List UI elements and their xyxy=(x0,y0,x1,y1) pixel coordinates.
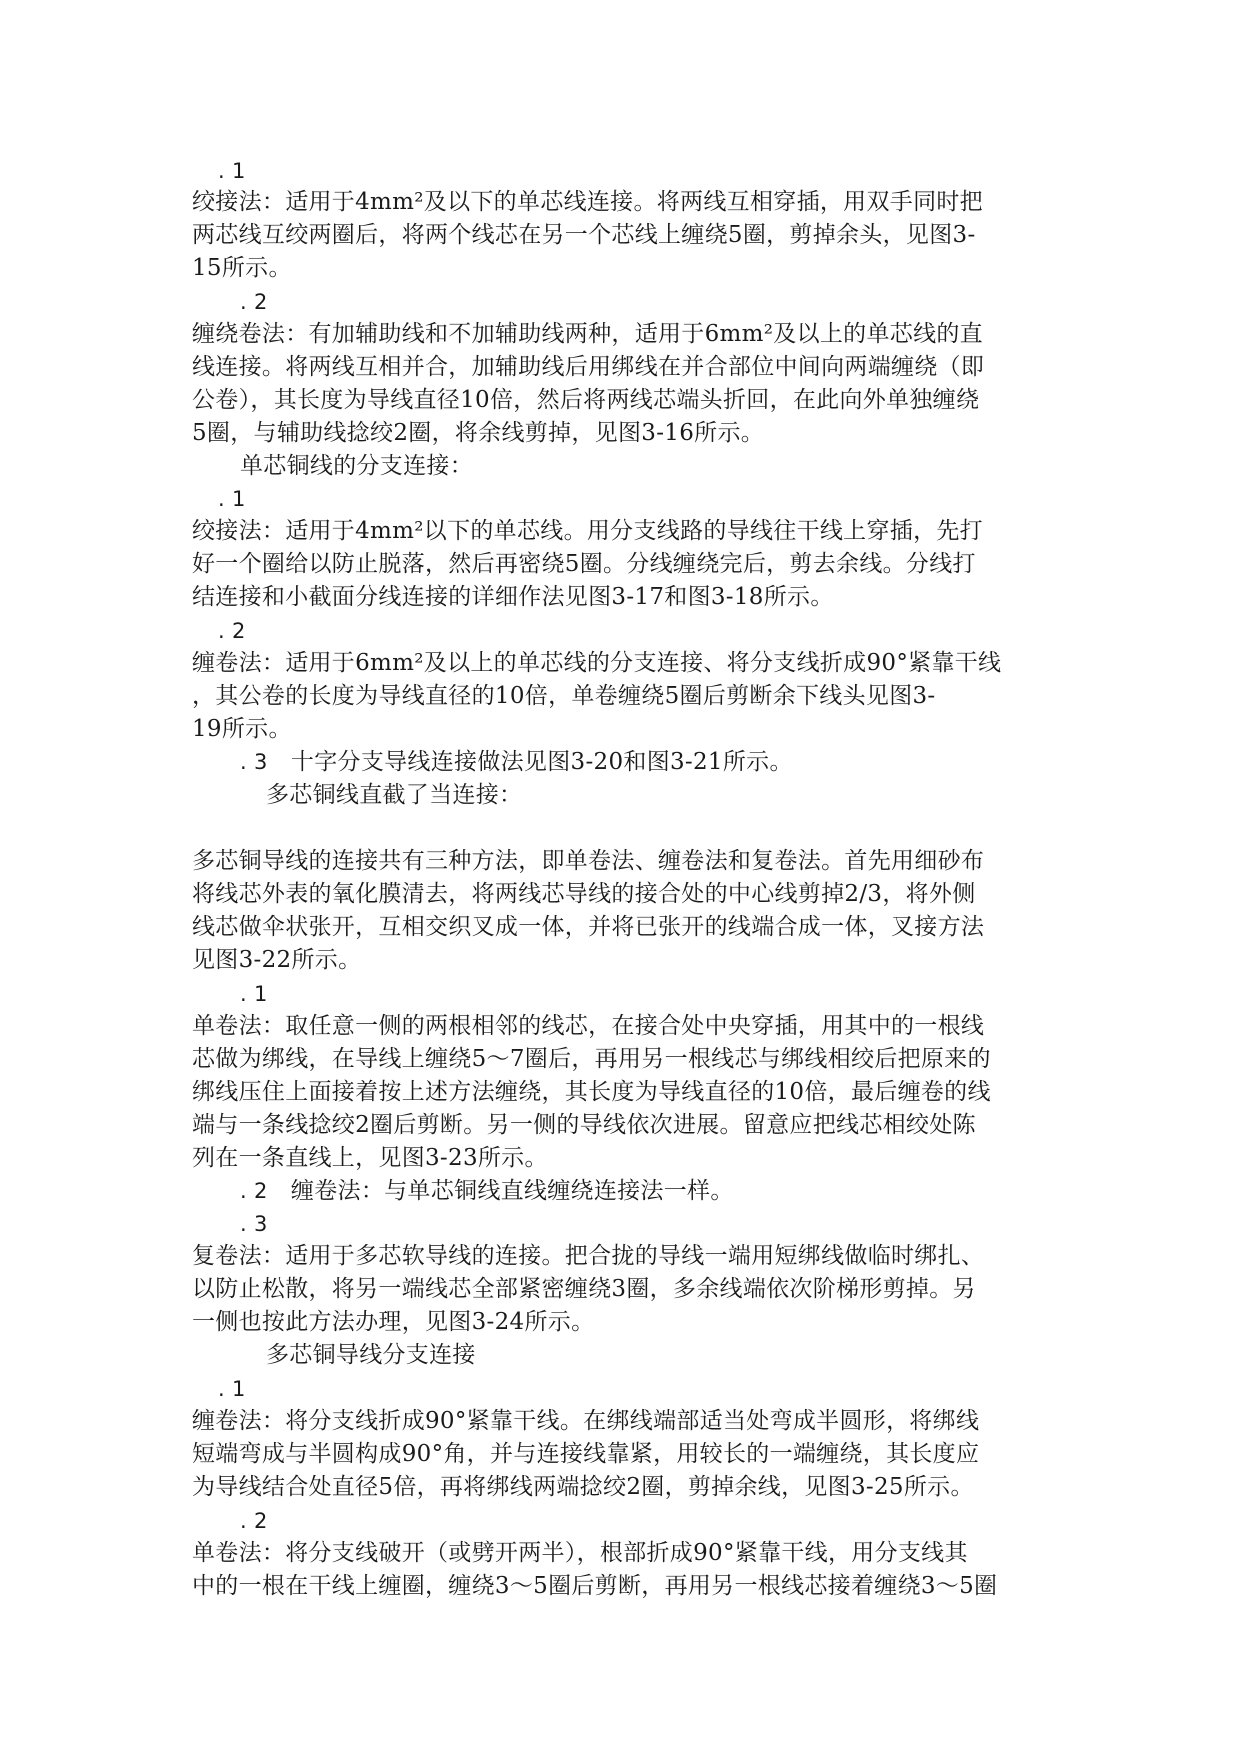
paragraph-line: 两芯线互绞两圈后，将两个线芯在另一个芯线上缠绕5圈，剪掉余头，见图3- xyxy=(192,222,976,248)
paragraph-line: 缠卷法：适用于6mm²及以上的单芯线的分支连接、将分支线折成90°紧靠干线 xyxy=(192,650,1002,676)
paragraph-line: 为导线结合处直径5倍，再将绑线两端捻绞2圈，剪掉余线，见图3-25所示。 xyxy=(192,1474,974,1500)
section-number: . 2 缠卷法：与单芯铜线直线缠绕连接法一样。 xyxy=(240,1178,734,1204)
paragraph-line: 一侧也按此方法办理，见图3-24所示。 xyxy=(192,1309,595,1335)
paragraph-line: 端与一条线捻绞2圈后剪断。另一侧的导线依次进展。留意应把线芯相绞处陈 xyxy=(192,1112,976,1138)
section-heading: 单芯铜线的分支连接： xyxy=(240,453,473,479)
paragraph-line: 将线芯外表的氧化膜清去，将两线芯导线的接合处的中心线剪掉2/3，将外侧 xyxy=(192,881,976,907)
paragraph-line: ，其公卷的长度为导线直径的10倍，单卷缠绕5圈后剪断余下线头见图3- xyxy=(192,683,936,709)
section-number: . 2 xyxy=(218,619,246,643)
paragraph-line: 短端弯成与半圆构成90°角，并与连接线靠紧，用较长的一端缠绕，其长度应 xyxy=(192,1441,980,1467)
paragraph-line: 5圈，与辅助线捻绞2圈，将余线剪掉，见图3-16所示。 xyxy=(192,420,765,446)
paragraph-line: 复卷法：适用于多芯软导线的连接。把合拢的导线一端用短绑线做临时绑扎、 xyxy=(192,1243,985,1269)
section-number: . 1 xyxy=(240,982,268,1006)
paragraph-line: 线连接。将两线互相并合，加辅助线后用绑线在并合部位中间向两端缠绕（即 xyxy=(192,354,985,380)
paragraph-line: 单卷法：取任意一侧的两根相邻的线芯，在接合处中央穿插，用其中的一根线 xyxy=(192,1013,985,1039)
section-heading: 多芯铜线直截了当连接： xyxy=(266,782,523,808)
paragraph-line: 15所示。 xyxy=(192,255,292,281)
section-number: . 3 xyxy=(240,1212,268,1236)
paragraph-line: 缠卷法：将分支线折成90°紧靠干线。在绑线端部适当处弯成半圆形，将绑线 xyxy=(192,1408,980,1434)
paragraph-line: 列在一条直线上，见图3-23所示。 xyxy=(192,1145,548,1171)
section-number: . 1 xyxy=(218,487,246,511)
section-number: . 2 xyxy=(240,290,268,314)
paragraph-line: 公卷），其长度为导线直径10倍，然后将两线芯端头折回，在此向外单独缠绕 xyxy=(192,387,980,413)
paragraph-line: 缠绕卷法：有加辅助线和不加辅助线两种，适用于6mm²及以上的单芯线的直 xyxy=(192,321,983,347)
section-number: . 1 xyxy=(218,1377,246,1401)
paragraph-line: 芯做为绑线，在导线上缠绕5～7圈后，再用另一根线芯与绑线相绞后把原来的 xyxy=(192,1046,991,1072)
paragraph-line: 以防止松散，将另一端线芯全部紧密缠绕3圈，多余线端依次阶梯形剪掉。另 xyxy=(192,1276,976,1302)
paragraph-line: 绞接法：适用于4mm²以下的单芯线。用分支线路的导线往干线上穿插，先打 xyxy=(192,518,983,544)
section-heading: 多芯铜导线分支连接 xyxy=(266,1342,476,1368)
section-number: . 3 十字分支导线连接做法见图3-20和图3-21所示。 xyxy=(240,749,793,775)
paragraph-line: 绑线压住上面接着按上述方法缠绕，其长度为导线直径的10倍，最后缠卷的线 xyxy=(192,1079,991,1105)
paragraph-line: 好一个圈给以防止脱落，然后再密绕5圈。分线缠绕完后，剪去余线。分线打 xyxy=(192,551,976,577)
paragraph-line: 线芯做伞状张开，互相交织叉成一体，并将已张开的线端合成一体，叉接方法 xyxy=(192,914,985,940)
section-number: . 2 xyxy=(240,1509,268,1533)
paragraph-line: 单卷法：将分支线破开（或劈开两半），根部折成90°紧靠干线，用分支线其 xyxy=(192,1540,968,1566)
paragraph-line: 结连接和小截面分线连接的详细作法见图3-17和图3-18所示。 xyxy=(192,584,834,610)
paragraph-line: 19所示。 xyxy=(192,716,292,742)
paragraph-line: 多芯铜导线的连接共有三种方法，即单卷法、缠卷法和复卷法。首先用细砂布 xyxy=(192,848,985,874)
paragraph-line: 绞接法：适用于4mm²及以下的单芯线连接。将两线互相穿插，用双手同时把 xyxy=(192,189,983,215)
paragraph-line: 见图3-22所示。 xyxy=(192,947,362,973)
section-number: . 1 xyxy=(218,159,246,183)
paragraph-line: 中的一根在干线上缠圈，缠绕3～5圈后剪断，再用另一根线芯接着缠绕3～5圈 xyxy=(192,1573,998,1599)
